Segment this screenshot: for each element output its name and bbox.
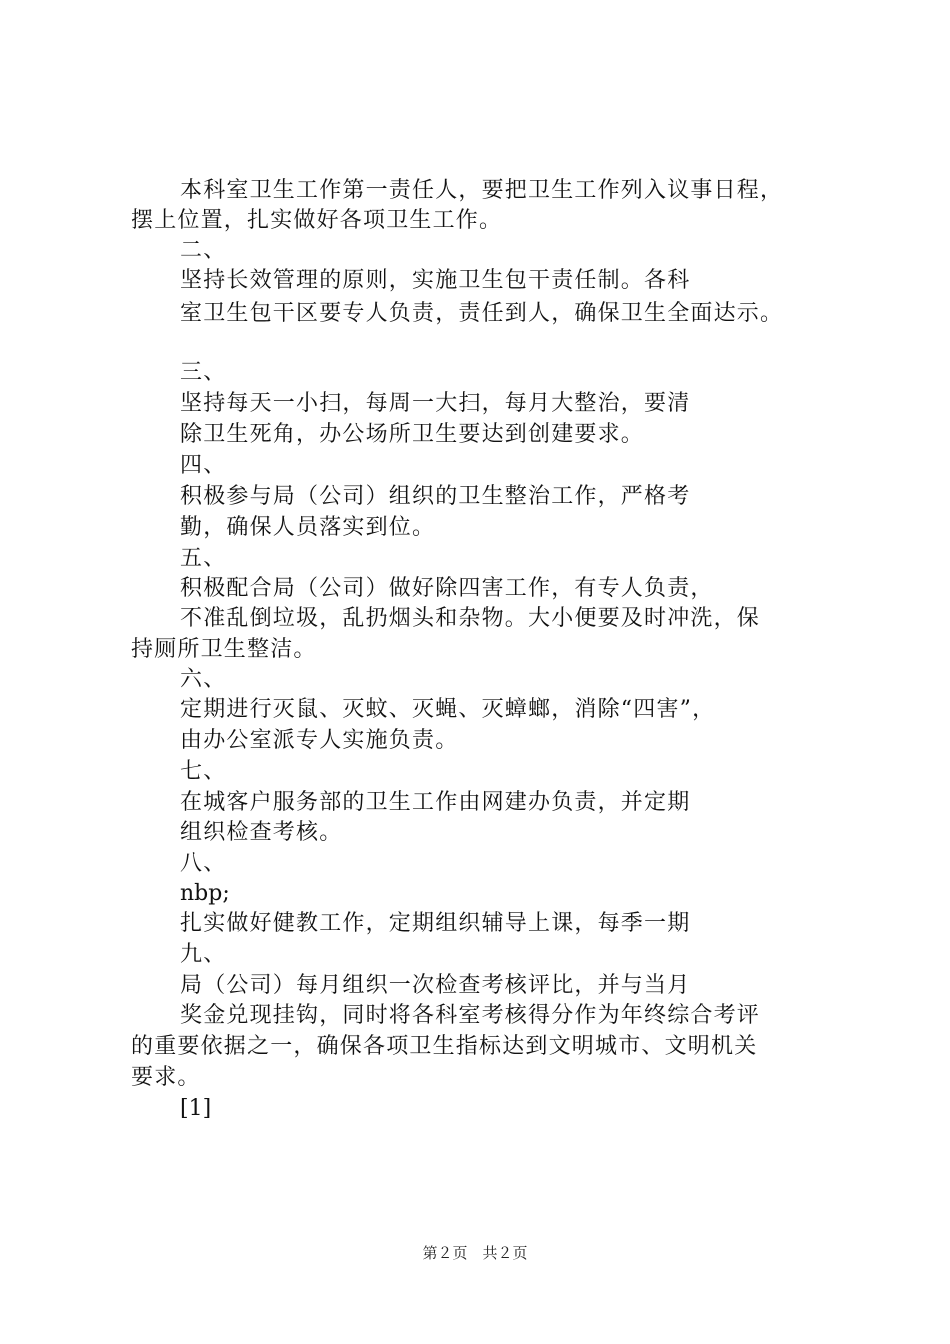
body-line: 室卫生包干区要专人负责，责任到人，确保卫生全面达示。 [180,301,784,326]
body-line: 坚持长效管理的原则，实施卫生包干责任制。各科 [180,268,691,293]
section-number: 七、 [180,759,227,784]
body-line: 由办公室派专人实施负责。 [180,728,459,753]
section-number: 九、 [180,942,227,967]
body-line: 要求。 [131,1065,201,1090]
body-line: 持厕所卫生整洁。 [131,637,317,662]
body-line: 本科室卫生工作第一责任人，要把卫生工作列入议事日程， [180,178,784,203]
page-footer: 第２页 共２页 [422,1244,528,1262]
body-line: 坚持每天一小扫，每周一大扫，每月大整治，要清 [180,391,691,416]
body-line: 局（公司）每月组织一次检查考核评比，并与当月 [180,973,691,998]
body-line: 除卫生死角，办公场所卫生要达到创建要求。 [180,422,645,447]
body-line: 的重要依据之一，确保各项卫生指标达到文明城市、文明机关 [131,1034,758,1059]
reference-mark: [1] [180,1096,212,1121]
section-number: 三、 [180,360,227,385]
body-line: nbp; [180,881,230,906]
section-number: 四、 [180,453,227,478]
body-line: 勤，确保人员落实到位。 [180,515,436,540]
body-line: 组织检查考核。 [180,820,343,845]
body-line: 定期进行灭鼠、灭蚊、灭蝇、灭蟑螂，消除“四害”， [180,697,716,722]
body-line: 积极参与局（公司）组织的卫生整治工作，严格考 [180,484,691,509]
section-number: 二、 [180,238,227,263]
body-line: 奖金兑现挂钩，同时将各科室考核得分作为年终综合考评 [180,1003,761,1028]
body-line: 不准乱倒垃圾，乱扔烟头和杂物。大小便要及时冲洗，保 [180,606,761,631]
section-number: 六、 [180,667,227,692]
section-number: 八、 [180,851,227,876]
body-line: 摆上位置，扎实做好各项卫生工作。 [131,208,503,233]
body-line: 扎实做好健教工作，定期组织辅导上课，每季一期 [180,911,691,936]
body-line: 在城客户服务部的卫生工作由网建办负责，并定期 [180,790,691,815]
body-line: 积极配合局（公司）做好除四害工作，有专人负责， [180,576,714,601]
section-number: 五、 [180,546,227,571]
